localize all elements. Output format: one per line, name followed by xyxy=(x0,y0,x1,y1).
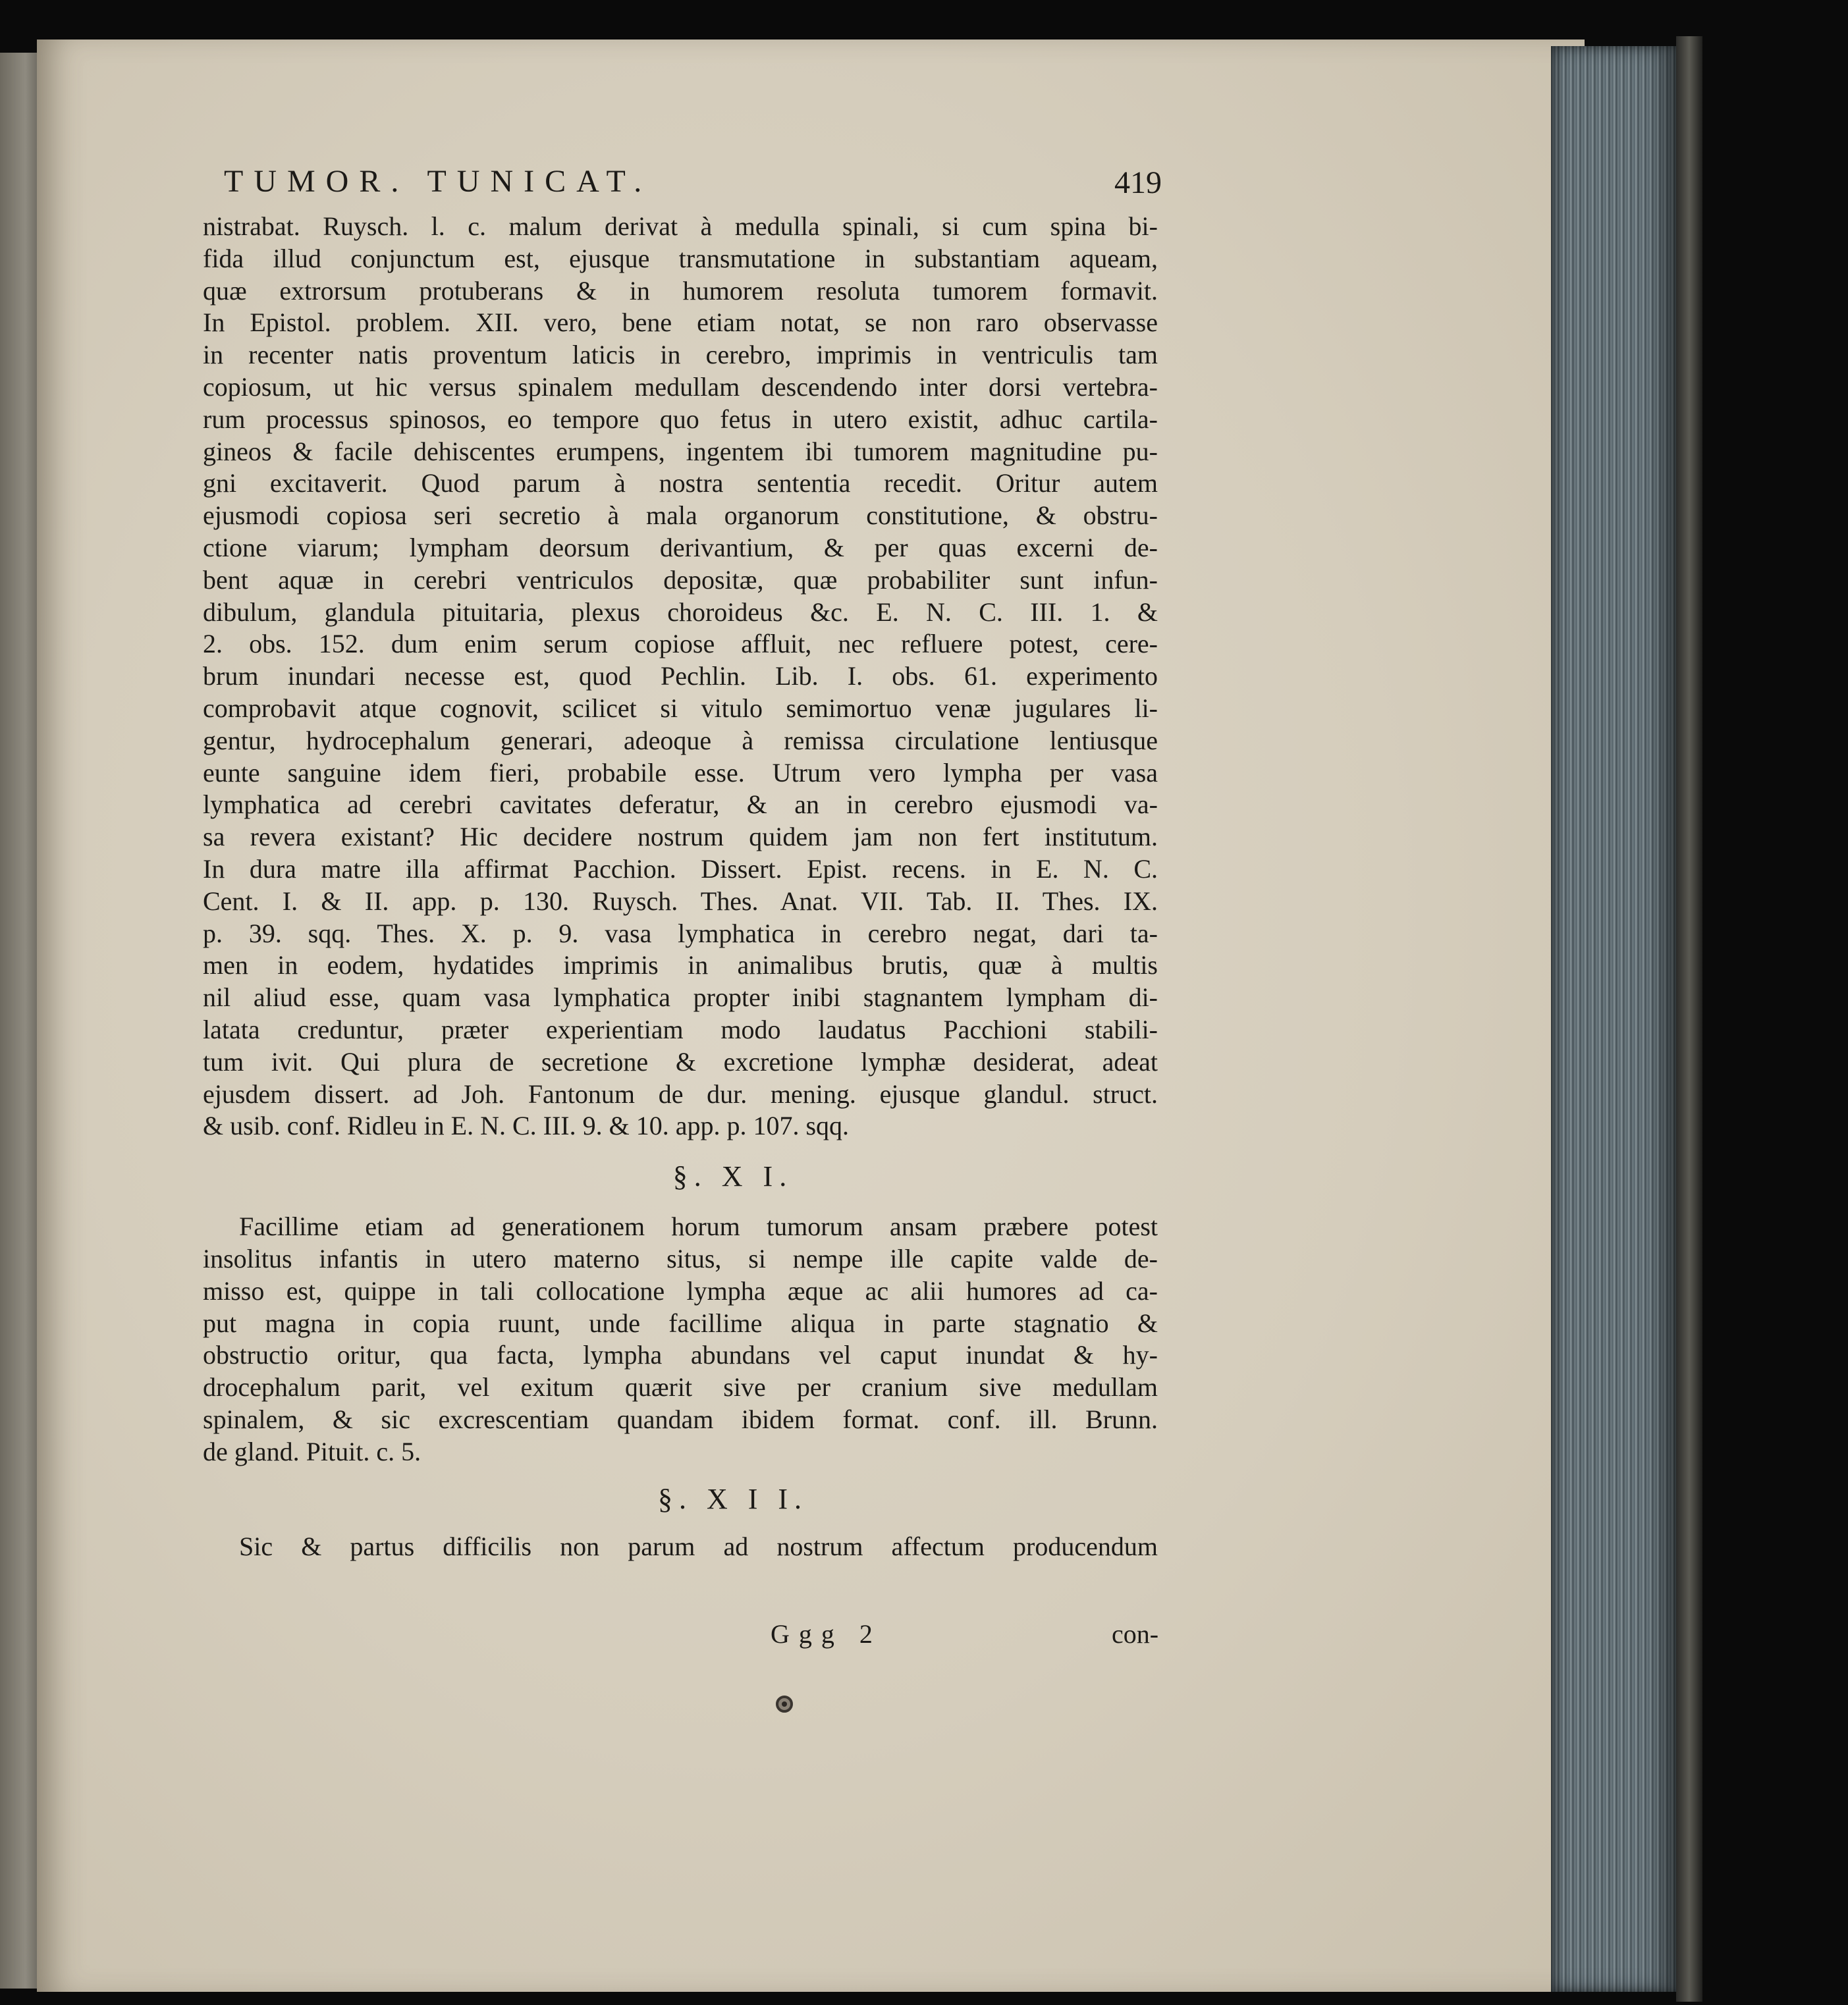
fore-edge-pages xyxy=(1551,46,1676,1992)
text-line: drocephalum parit, vel exitum quærit sive per cranium sive medullam xyxy=(203,1372,1158,1403)
text-line: men in eodem, hydatides imprimis in animalibus brutis, quæ à multis xyxy=(203,950,1158,980)
text-line: nistrabat. Ruysch. l. c. malum derivat à medulla spinali, si cum spina bi- xyxy=(203,211,1158,241)
page-footer xyxy=(771,1618,1166,1651)
text-line: insolitus infantis in utero materno situs, si nempe ille capite valde de- xyxy=(203,1243,1158,1273)
section-heading-11: §. X I. xyxy=(672,1160,794,1193)
text-line: put magna in copia ruunt, unde facillime aliqua in parte stagnatio & xyxy=(203,1308,1158,1338)
text-line: dibulum, glandula pituitaria, plexus choroideus &c. E. N. C. III. 1. & xyxy=(203,597,1158,627)
paragraph-section-12 xyxy=(203,1531,1158,1563)
text-line: in recenter natis proventum laticis in cerebro, imprimis in ventriculis tam xyxy=(203,340,1158,370)
text-line: gineos & facile dehiscentes erumpens, ingentem ibi tumorem magnitudine pu- xyxy=(203,436,1158,466)
text-line: In Epistol. problem. XII. vero, bene etiam notat, se non raro observasse xyxy=(203,307,1158,338)
text-line: comprobavit atque cognovit, scilicet si vitulo semimortuo venæ jugulares li- xyxy=(203,693,1158,723)
text-line: Sic & partus difficilis non parum ad nostrum affectum producendum xyxy=(239,1532,1158,1562)
text-line: gni excitaverit. Quod parum à nostra sententia recedit. Oritur autem xyxy=(203,468,1158,498)
text-line: ejusdem dissert. ad Joh. Fantonum de dur. mening. ejusque glandul. struct. xyxy=(203,1079,1158,1109)
text-line: sa revera existant? Hic decidere nostrum quidem jam non fert institutum. xyxy=(203,822,1158,852)
book-cover-board xyxy=(1676,36,1702,2002)
text-line: bent aquæ in cerebri ventriculos depositæ, quæ probabiliter sunt infun- xyxy=(203,564,1158,595)
text-line: brum inundari necesse est, quod Pechlin. Lib. I. obs. 61. experimento xyxy=(203,661,1158,691)
signature-mark: Ggg 2 xyxy=(771,1619,882,1649)
text-line: ejusmodi copiosa seri secretio à mala organorum constitutione, & obstru- xyxy=(203,500,1158,531)
text-line: spinalem, & sic excrescentiam quandam ibidem format. conf. ill. Brunn. xyxy=(203,1404,1158,1434)
text-line: quæ extrorsum protuberans & in humorem resoluta tumorem formavit. xyxy=(203,275,1158,306)
text-line: ctione viarum; lympham deorsum derivantium, & per quas excerni de- xyxy=(203,532,1158,562)
paragraph-continued xyxy=(203,211,1158,1142)
text-line: p. 39. sqq. Thes. X. p. 9. vasa lymphatica in cerebro negat, dari ta- xyxy=(203,918,1158,948)
text-line: obstructio oritur, qua facta, lympha abundans vel caput inundat & hy- xyxy=(203,1340,1158,1370)
section-heading-12: §. X I I. xyxy=(657,1483,809,1516)
text-line: fida illud conjunctum est, ejusque transmutatione in substantiam aqueam, xyxy=(203,243,1158,273)
text-line: Cent. I. & II. app. p. 130. Ruysch. Thes. Anat. VII. Tab. II. Thes. IX. xyxy=(203,886,1158,916)
text-line: lymphatica ad cerebri cavitates deferatur, & an in cerebro ejusmodi va- xyxy=(203,789,1158,820)
text-line: In dura matre illa affirmat Pacchion. Dissert. Epist. recens. in E. N. C. xyxy=(203,853,1158,884)
text-line: de gland. Pituit. c. 5. xyxy=(203,1436,421,1466)
text-line: & usib. conf. Ridleu in E. N. C. III. 9. & 10. app. p. 107. sqq. xyxy=(203,1111,850,1141)
text-line: gentur, hydrocephalum generari, adeoque à remissa circulatione lentiusque xyxy=(203,725,1158,755)
page-number: 419 xyxy=(1114,165,1162,200)
text-line: misso est, quippe in tali collocatione lympha æque ac alii humores ad ca- xyxy=(203,1275,1158,1306)
catchword: con- xyxy=(1112,1619,1159,1649)
text-line: Facillime etiam ad generationem horum tumorum ansam præbere potest xyxy=(239,1212,1158,1242)
text-line: tum ivit. Qui plura de secretione & excretione lymphæ desiderat, adeat xyxy=(203,1046,1158,1077)
running-head: TUMOR. TUNICAT. xyxy=(224,164,653,199)
text-line: rum processus spinosos, eo tempore quo fetus in utero existit, adhuc cartila- xyxy=(203,404,1158,434)
text-line: latata creduntur, præter experientiam modo laudatus Pacchioni stabili- xyxy=(203,1014,1158,1044)
paragraph-section-11 xyxy=(203,1211,1158,1468)
body-text xyxy=(203,211,1158,1563)
library-stamp-icon xyxy=(776,1696,793,1713)
text-line: eunte sanguine idem fieri, probabile esse. Utrum vero lympha per vasa xyxy=(203,757,1158,788)
text-line: nil aliud esse, quam vasa lymphatica propter inibi stagnantem lympham di- xyxy=(203,982,1158,1013)
text-line: 2. obs. 152. dum enim serum copiose affluit, nec refluere potest, cere- xyxy=(203,629,1158,659)
text-line: copiosum, ut hic versus spinalem medullam descendendo inter dorsi vertebra- xyxy=(203,371,1158,402)
